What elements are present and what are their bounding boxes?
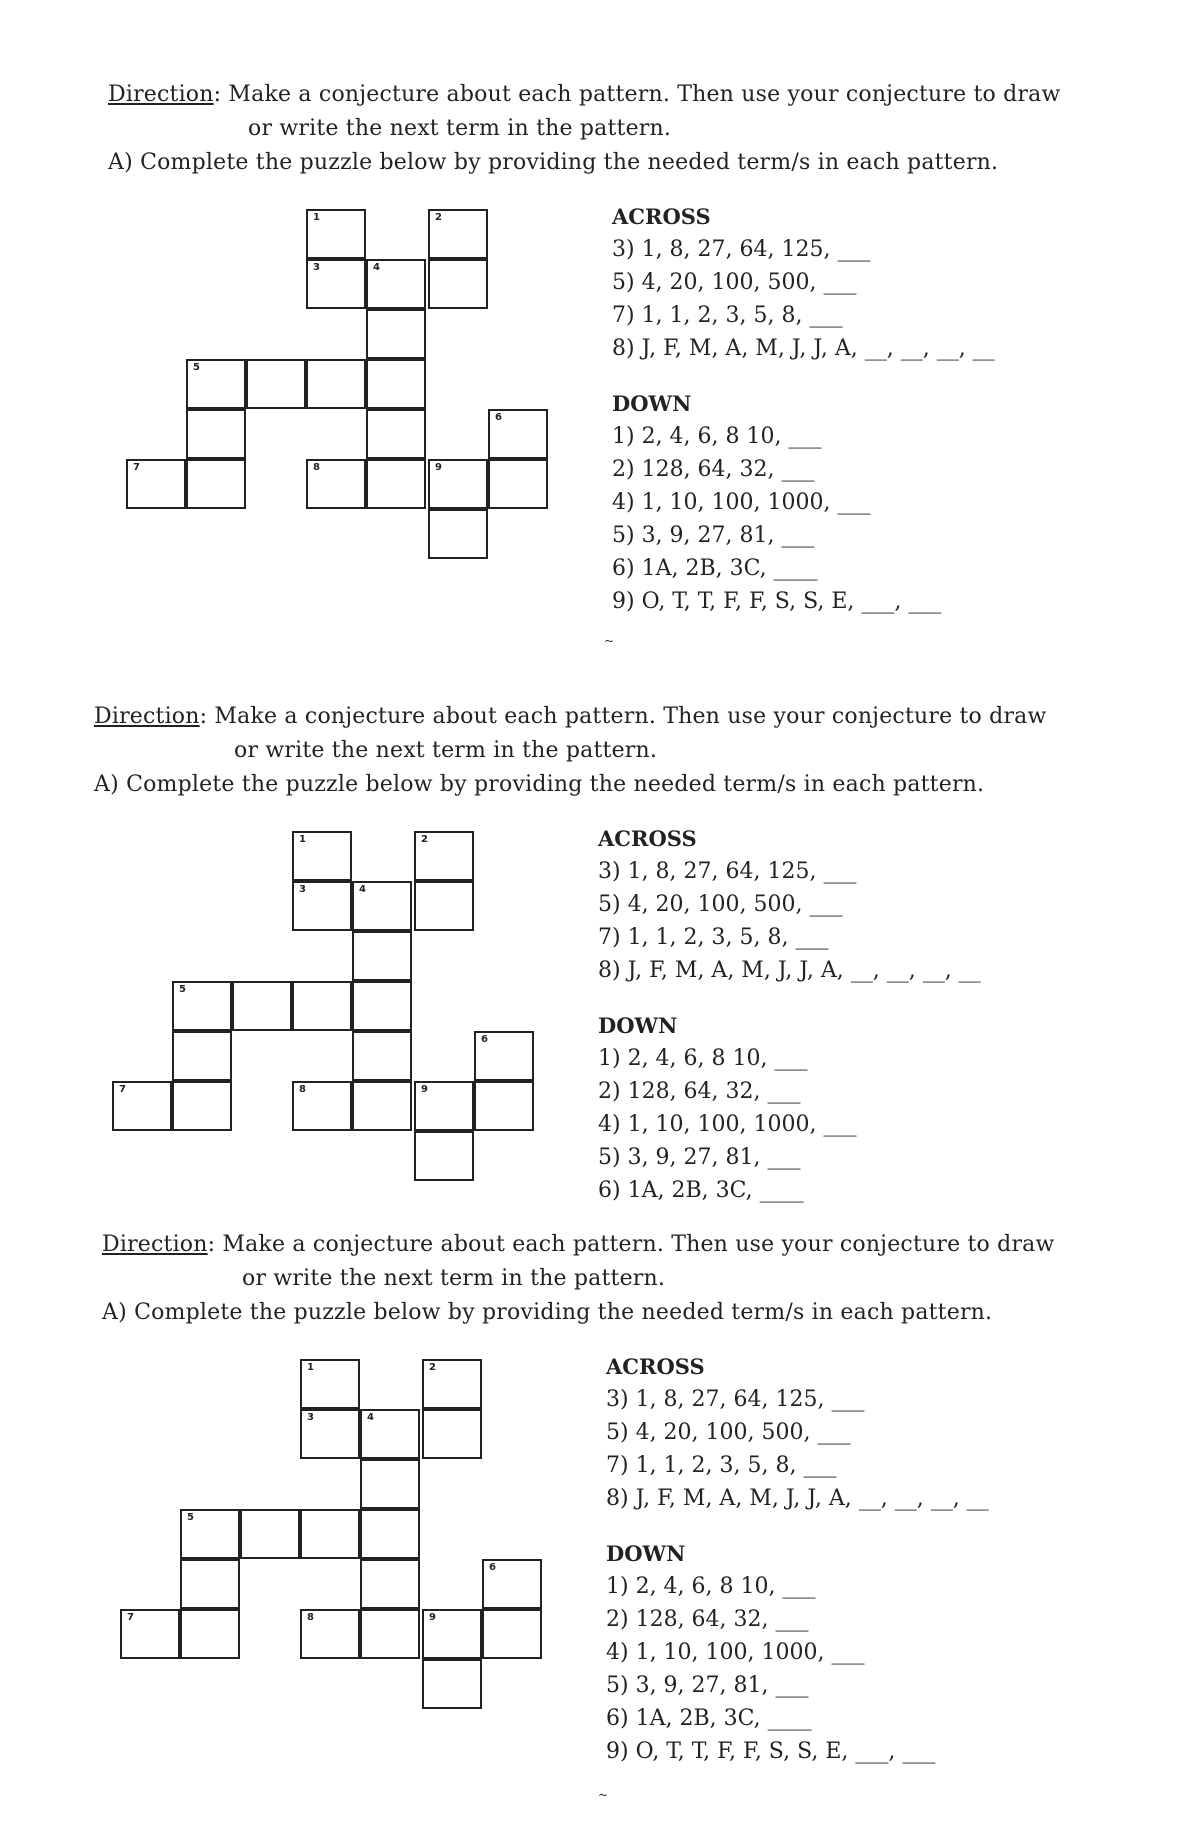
spacer (606, 1515, 989, 1537)
crossword-cell[interactable] (474, 1031, 534, 1081)
crossword-cell[interactable] (306, 259, 366, 309)
clue-item: 5) 4, 20, 100, 500, ___ (598, 892, 843, 917)
crossword-cell[interactable] (352, 1081, 412, 1131)
clue-item: 4) 1, 10, 100, 1000, ___ (606, 1640, 865, 1665)
clue-item: 3) 1, 8, 27, 64, 125, ___ (612, 237, 871, 262)
instruction-line: A) Complete the puzzle below by providing the needed term/s in each pattern. (94, 772, 985, 797)
crossword-cell[interactable] (422, 1409, 482, 1459)
direction-line (102, 1232, 1055, 1257)
crossword-cell[interactable] (360, 1559, 420, 1609)
crossword-cell[interactable] (306, 459, 366, 509)
crossword-cell[interactable] (482, 1609, 542, 1659)
direction-label: Direction (108, 82, 214, 107)
cell-number: 2 (429, 1362, 436, 1373)
clue-item: 8) J, F, M, A, M, J, J, A, __, __, __, __ (612, 336, 995, 361)
cell-number: 5 (179, 984, 186, 995)
cell-number: 8 (299, 1084, 306, 1095)
crossword-cell[interactable] (240, 1509, 300, 1559)
cell-number: 1 (299, 834, 306, 845)
clue-item: 1) 2, 4, 6, 8 10, ___ (612, 424, 822, 449)
clue-item: 6) 1A, 2B, 3C, ____ (606, 1706, 812, 1731)
clue-item: 8) J, F, M, A, M, J, J, A, __, __, __, __ (606, 1486, 989, 1511)
clues-panel (598, 822, 981, 1207)
cell-number: 9 (421, 1084, 428, 1095)
direction-continuation: or write the next term in the pattern. (234, 738, 658, 763)
cell-number: 1 (307, 1362, 314, 1373)
crossword-cell[interactable] (360, 1459, 420, 1509)
crossword-cell[interactable] (352, 1031, 412, 1081)
crossword-cell[interactable] (366, 359, 426, 409)
cell-number: 2 (421, 834, 428, 845)
clue-item: 2) 128, 64, 32, ___ (606, 1607, 809, 1632)
clue-item: 2) 128, 64, 32, ___ (598, 1079, 801, 1104)
crossword-cell[interactable] (186, 459, 246, 509)
crossword-cell[interactable] (352, 881, 412, 931)
cell-number: 7 (133, 462, 140, 473)
spacer (598, 987, 981, 1009)
across-heading: ACROSS (612, 204, 711, 229)
clue-item: 4) 1, 10, 100, 1000, ___ (598, 1112, 857, 1137)
crossword-cell[interactable] (292, 831, 352, 881)
clues-panel (606, 1350, 989, 1768)
crossword-cell[interactable] (172, 981, 232, 1031)
crossword-cell[interactable] (488, 409, 548, 459)
crossword-cell[interactable] (306, 359, 366, 409)
crossword-cell[interactable] (422, 1609, 482, 1659)
crossword-cell[interactable] (428, 459, 488, 509)
cell-number: 6 (495, 412, 502, 423)
clue-item: 7) 1, 1, 2, 3, 5, 8, ___ (598, 925, 829, 950)
instruction-line: A) Complete the puzzle below by providing the needed term/s in each pattern. (108, 150, 999, 175)
crossword-cell[interactable] (474, 1081, 534, 1131)
crossword-cell[interactable] (180, 1609, 240, 1659)
clue-item: 7) 1, 1, 2, 3, 5, 8, ___ (612, 303, 843, 328)
direction-label: Direction (102, 1232, 208, 1257)
cell-number: 7 (119, 1084, 126, 1095)
crossword-cell[interactable] (414, 1131, 474, 1181)
crossword-cell[interactable] (360, 1409, 420, 1459)
down-heading: DOWN (598, 1013, 678, 1038)
clue-item: 2) 128, 64, 32, ___ (612, 457, 815, 482)
crossword-cell[interactable] (180, 1559, 240, 1609)
crossword-cell[interactable] (300, 1609, 360, 1659)
clue-item: 8) J, F, M, A, M, J, J, A, __, __, __, __ (598, 958, 981, 983)
clue-item: 3) 1, 8, 27, 64, 125, ___ (606, 1387, 865, 1412)
spacer (612, 365, 995, 387)
crossword-cell[interactable] (186, 359, 246, 409)
down-heading: DOWN (612, 391, 692, 416)
direction-line (108, 82, 1061, 107)
direction-text: : Make a conjecture about each pattern. Then use your conjecture to draw (207, 1232, 1055, 1257)
cell-number: 2 (435, 212, 442, 223)
crossword-cell[interactable] (428, 209, 488, 259)
stray-mark: ~ (598, 1788, 609, 1802)
crossword-cell[interactable] (414, 1081, 474, 1131)
crossword-cell[interactable] (360, 1509, 420, 1559)
clues-panel (612, 200, 995, 618)
across-heading: ACROSS (598, 826, 697, 851)
clue-item: 5) 3, 9, 27, 81, ___ (612, 523, 815, 548)
crossword-cell[interactable] (366, 309, 426, 359)
across-heading: ACROSS (606, 1354, 705, 1379)
crossword-cell[interactable] (126, 459, 186, 509)
crossword-cell[interactable] (414, 831, 474, 881)
direction-continuation: or write the next term in the pattern. (248, 116, 672, 141)
crossword-cell[interactable] (482, 1559, 542, 1609)
cell-number: 3 (313, 262, 320, 273)
clue-item: 9) O, T, T, F, F, S, S, E, ___, ___ (606, 1739, 936, 1764)
cell-number: 7 (127, 1612, 134, 1623)
crossword-cell[interactable] (292, 1081, 352, 1131)
clue-item: 4) 1, 10, 100, 1000, ___ (612, 490, 871, 515)
cell-number: 9 (435, 462, 442, 473)
direction-line (94, 704, 1047, 729)
crossword-cell[interactable] (300, 1409, 360, 1459)
crossword-cell[interactable] (352, 981, 412, 1031)
crossword-cell[interactable] (422, 1359, 482, 1409)
clue-item: 5) 4, 20, 100, 500, ___ (612, 270, 857, 295)
cell-number: 4 (367, 1412, 374, 1423)
crossword-cell[interactable] (120, 1609, 180, 1659)
crossword-cell[interactable] (422, 1659, 482, 1709)
cell-number: 8 (307, 1612, 314, 1623)
clue-item: 5) 3, 9, 27, 81, ___ (598, 1145, 801, 1170)
clue-item: 5) 3, 9, 27, 81, ___ (606, 1673, 809, 1698)
crossword-cell[interactable] (488, 459, 548, 509)
cell-number: 5 (187, 1512, 194, 1523)
crossword-cell[interactable] (112, 1081, 172, 1131)
clue-item: 6) 1A, 2B, 3C, ____ (612, 556, 818, 581)
cell-number: 6 (481, 1034, 488, 1045)
cell-number: 6 (489, 1562, 496, 1573)
crossword-cell[interactable] (366, 459, 426, 509)
crossword-cell[interactable] (172, 1031, 232, 1081)
crossword-cell[interactable] (300, 1509, 360, 1559)
cell-number: 9 (429, 1612, 436, 1623)
direction-continuation: or write the next term in the pattern. (242, 1266, 666, 1291)
crossword-cell[interactable] (428, 509, 488, 559)
direction-text: : Make a conjecture about each pattern. Then use your conjecture to draw (213, 82, 1061, 107)
crossword-cell[interactable] (186, 409, 246, 459)
crossword-cell[interactable] (428, 259, 488, 309)
clue-item: 1) 2, 4, 6, 8 10, ___ (598, 1046, 808, 1071)
direction-label: Direction (94, 704, 200, 729)
crossword-cell[interactable] (232, 981, 292, 1031)
down-heading: DOWN (606, 1541, 686, 1566)
crossword-cell[interactable] (366, 259, 426, 309)
cell-number: 3 (307, 1412, 314, 1423)
clue-item: 3) 1, 8, 27, 64, 125, ___ (598, 859, 857, 884)
cell-number: 4 (359, 884, 366, 895)
stray-mark: ~ (604, 634, 615, 648)
clue-item: 1) 2, 4, 6, 8 10, ___ (606, 1574, 816, 1599)
direction-text: : Make a conjecture about each pattern. Then use your conjecture to draw (199, 704, 1047, 729)
crossword-cell[interactable] (366, 409, 426, 459)
crossword-cell[interactable] (172, 1081, 232, 1131)
cell-number: 3 (299, 884, 306, 895)
clue-item: 5) 4, 20, 100, 500, ___ (606, 1420, 851, 1445)
crossword-cell[interactable] (300, 1359, 360, 1409)
crossword-cell[interactable] (306, 209, 366, 259)
cell-number: 1 (313, 212, 320, 223)
crossword-cell[interactable] (360, 1609, 420, 1659)
crossword-cell[interactable] (292, 981, 352, 1031)
cell-number: 5 (193, 362, 200, 373)
clue-item: 9) O, T, T, F, F, S, S, E, ___, ___ (612, 589, 942, 614)
crossword-cell[interactable] (292, 881, 352, 931)
clue-item: 6) 1A, 2B, 3C, ____ (598, 1178, 804, 1203)
crossword-cell[interactable] (246, 359, 306, 409)
cell-number: 8 (313, 462, 320, 473)
cell-number: 4 (373, 262, 380, 273)
instruction-line: A) Complete the puzzle below by providing the needed term/s in each pattern. (102, 1300, 993, 1325)
crossword-cell[interactable] (352, 931, 412, 981)
crossword-cell[interactable] (180, 1509, 240, 1559)
clue-item: 7) 1, 1, 2, 3, 5, 8, ___ (606, 1453, 837, 1478)
crossword-cell[interactable] (414, 881, 474, 931)
